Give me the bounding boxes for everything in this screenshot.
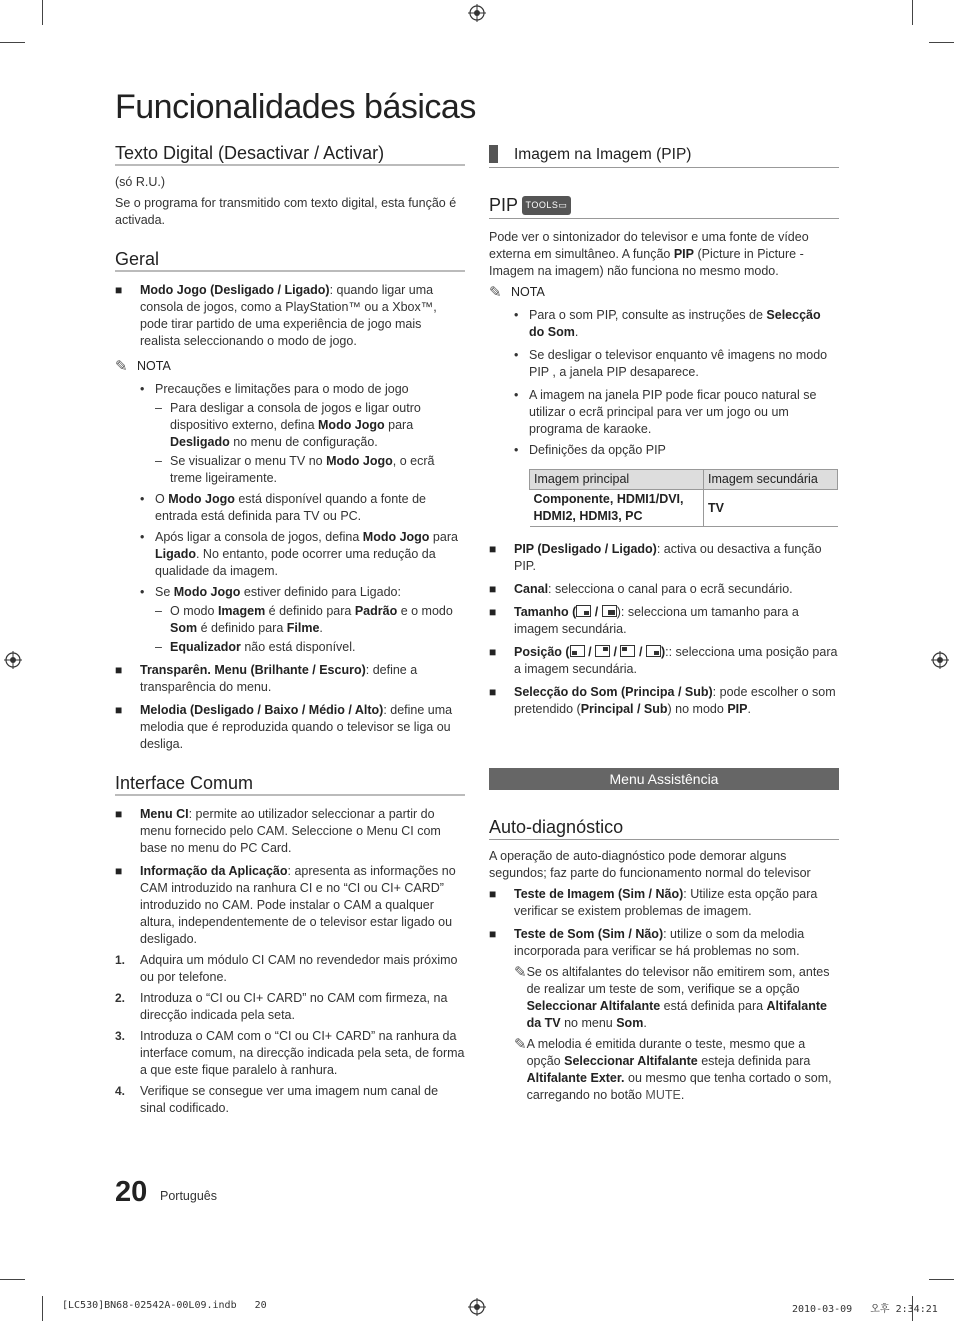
list-item: • O Modo Jogo está disponível quando a fonte de entrada está definida para TV ou PC. xyxy=(140,492,426,523)
teletext-heading: Texto Digital (Desactivar / Activar) xyxy=(115,145,465,166)
left-column xyxy=(115,145,465,1117)
bullet-square-icon: ■ xyxy=(115,864,123,878)
bullet-square-icon: ■ xyxy=(115,663,123,677)
geral-heading: Geral xyxy=(115,251,465,272)
list-item: ■ Informação da Aplicação: apresenta as informações no CAM introduzido na ranhura CI e no “CI ou CI+ CARD” introduzido no CAM. Pode instalar o CAM a qualquer altura, independentemente de o televisor estar ligado ou desligado. xyxy=(115,864,456,946)
registration-mark-icon xyxy=(931,651,949,669)
auto-diagnosis-section xyxy=(489,819,839,1104)
list-item: ■ Posição ( / / / ):: selecciona uma posição para a imagem secundária. xyxy=(489,645,838,676)
pip-title: PIP xyxy=(489,195,519,215)
list-item: ■ Menu CI: permite ao utilizador seleccionar a partir do menu fornecido pelo CAM. Seleccione o Menu CI com base no menu do PC Card. xyxy=(115,807,441,855)
crop-mark xyxy=(912,0,913,25)
position-bottom-left-icon xyxy=(570,645,585,657)
position-top-left-icon xyxy=(620,645,635,657)
teletext-region: (só R.U.) xyxy=(115,175,165,189)
list-item: ■ Canal: selecciona o canal para o ecrã secundário. xyxy=(489,582,793,596)
pencil-icon: ✎ xyxy=(514,1036,527,1053)
list-item: • Precauções e limitações para o modo de jogo xyxy=(140,382,409,396)
auto-diagnosis-heading: Auto-diagnóstico xyxy=(489,819,839,840)
pip-heading xyxy=(489,196,839,219)
position-top-right-icon xyxy=(595,645,610,657)
list-item: • Se desligar o televisor enquanto vê imagens no modo PIP , a janela PIP desaparece. xyxy=(514,348,828,379)
bullet-square-icon: ■ xyxy=(489,887,497,901)
list-item: – Para desligar a consola de jogos e ligar outro dispositivo externo, defina Modo Jogo para Desligado no menu de configuração. xyxy=(155,401,421,449)
list-item xyxy=(115,282,465,350)
note-text: Precauções e limitações para o modo de jogo xyxy=(155,382,409,396)
list-item: ■ Transparên. Menu (Brilhante / Escuro): define a transparência do menu. xyxy=(115,663,418,694)
registration-mark-icon xyxy=(468,1298,486,1316)
file-info: [LC530]BN68-02542A-00L09.indb 20 xyxy=(62,1300,267,1311)
size-small-icon xyxy=(576,605,591,617)
list-item: – Se visualizar o menu TV no Modo Jogo, o ecrã treme ligeiramente. xyxy=(155,454,435,485)
list-item: ■ Tamanho ( / ): selecciona um tamanho para a imagem secundária. xyxy=(489,605,799,636)
common-interface-heading: Interface Comum xyxy=(115,775,465,796)
menu-assistance-bar: Menu Assistência xyxy=(489,768,839,790)
crop-mark xyxy=(42,1296,43,1321)
bullet-square-icon: ■ xyxy=(489,927,497,941)
bullet-square-icon: ■ xyxy=(115,807,123,821)
crop-mark xyxy=(929,42,954,43)
list-item: – O modo Imagem é definido para Padrão e o modo Som é definido para Filme. xyxy=(155,604,453,635)
pencil-icon: ✎ xyxy=(514,964,527,981)
step-item: 2. Introduza o “CI ou CI+ CARD” no CAM com firmeza, na direcção indicada pela seta. xyxy=(115,991,448,1022)
bullet-square-icon: ■ xyxy=(489,685,497,699)
list-item: ■ Teste de Imagem (Sim / Não): Utilize esta opção para verificar se existem problemas de imagem. xyxy=(489,887,818,918)
size-large-icon xyxy=(602,605,617,617)
bullet-square-icon: ■ xyxy=(115,283,123,297)
language-label: Português xyxy=(160,1189,217,1203)
note-item: ✎ Se os altifalantes do televisor não emitirem som, antes de realizar um teste de som, verifique se a opção Seleccionar Altifalante está definida para Altifalante da TV no menu Som. xyxy=(514,964,830,1030)
table-header: Imagem principal xyxy=(530,470,704,490)
game-mode-label: Modo Jogo (Desligado / Ligado) xyxy=(140,283,330,297)
list-item: ■ PIP (Desligado / Ligado): activa ou desactiva a função PIP. xyxy=(489,542,822,573)
list-item: ■ Melodia (Desligado / Baixo / Médio / Alto): define uma melodia que é reproduzida quando o televisor se liga ou desliga. xyxy=(115,703,453,751)
step-item: 4. Verifique se consegue ver uma imagem num canal de sinal codificado. xyxy=(115,1084,439,1115)
pip-section-heading xyxy=(489,145,839,168)
auto-diagnosis-desc: A operação de auto-diagnóstico pode demorar alguns segundos; faz parte do funcionamento normal do televisor xyxy=(489,849,811,880)
list-item: • Para o som PIP, consulte as instruções de Selecção do Som. xyxy=(514,308,821,339)
list-item: • A imagem na janela PIP pode ficar pouco natural se utilizar o ecrã principal para ver um jogo ou um programa de karaoke. xyxy=(514,388,817,436)
bullet-square-icon: ■ xyxy=(489,605,497,619)
crop-mark xyxy=(0,1279,25,1280)
registration-mark-icon xyxy=(468,4,486,22)
table-row xyxy=(530,490,838,527)
position-bottom-right-icon xyxy=(646,645,661,657)
registration-mark-icon xyxy=(4,651,22,669)
bullet-square-icon: ■ xyxy=(489,645,497,659)
game-mode-text: : quando ligar uma consola de jogos, como a PlayStation™ ou a Xbox™, pode tirar partido de uma experiência de jogo mais realista seleccionando o modo de jogo. xyxy=(140,283,437,348)
crop-mark xyxy=(929,1279,954,1280)
note-label: NOTA xyxy=(511,285,545,299)
table-header: Imagem secundária xyxy=(704,470,838,490)
table-cell: Componente, HDMI1/DVI, HDMI2, HDMI3, PC xyxy=(530,490,704,527)
note-label: NOTA xyxy=(137,359,171,373)
section-marker-icon xyxy=(489,145,498,163)
list-item: • Definições da opção PIP xyxy=(514,443,666,457)
pip-options-table xyxy=(529,469,838,527)
print-date: 2010-03-09 오후 2:34:21 xyxy=(792,1304,938,1315)
table-cell: TV xyxy=(704,490,838,527)
teletext-desc: Se o programa for transmitido com texto digital, esta função é activada. xyxy=(115,196,457,227)
bullet-square-icon: ■ xyxy=(489,542,497,556)
bullet-square-icon: ■ xyxy=(489,582,497,596)
tools-badge-icon: TOOLS▭ xyxy=(522,196,572,215)
crop-mark xyxy=(42,0,43,25)
page-title: Funcionalidades básicas xyxy=(115,88,476,126)
bullet-square-icon: ■ xyxy=(115,703,123,717)
list-item: ■ Teste de Som (Sim / Não): utilize o som da melodia incorporada para verificar se há problemas no som. xyxy=(489,927,805,958)
step-item: 3. Introduza o CAM com o “CI ou CI+ CARD” na ranhura da interface comum, na direcção indicada pela seta, de forma a que este fique paralelo à ranhura. xyxy=(115,1029,465,1077)
note-item: ✎ A melodia é emitida durante o teste, mesmo que a opção Seleccionar Altifalante esteja definida para Altifalante Exter. ou mesmo que tenha cortado o som, carregando no botão MUTE. xyxy=(514,1036,832,1102)
right-column xyxy=(489,145,839,718)
crop-mark xyxy=(0,42,25,43)
list-item: • Se Modo Jogo estiver definido para Ligado: xyxy=(140,585,401,599)
pencil-icon: ✎ xyxy=(115,358,128,375)
page-number: 20 xyxy=(115,1176,148,1208)
list-item: • Após ligar a consola de jogos, defina Modo Jogo para Ligado. No entanto, pode ocorrer uma redução da qualidade da imagem. xyxy=(140,530,458,578)
note-heading xyxy=(489,284,839,301)
pip-section-title: Imagem na Imagem (PIP) xyxy=(514,145,692,163)
step-item: 1. Adquira um módulo CI CAM no revendedor mais próximo ou por telefone. xyxy=(115,953,458,984)
pencil-icon: ✎ xyxy=(489,284,502,301)
list-item: ■ Selecção do Som (Principa / Sub): pode escolher o som pretendido (Principal / Sub) no modo PIP. xyxy=(489,685,836,716)
pip-desc: Pode ver o sintonizador do televisor e uma fonte de vídeo externa em simultâneo. A função PIP (Picture in Picture - Imagem na imagem) não funciona no mesmo modo. xyxy=(489,230,809,278)
list-item: – Equalizador não está disponível. xyxy=(155,640,356,654)
note-heading xyxy=(115,358,465,375)
